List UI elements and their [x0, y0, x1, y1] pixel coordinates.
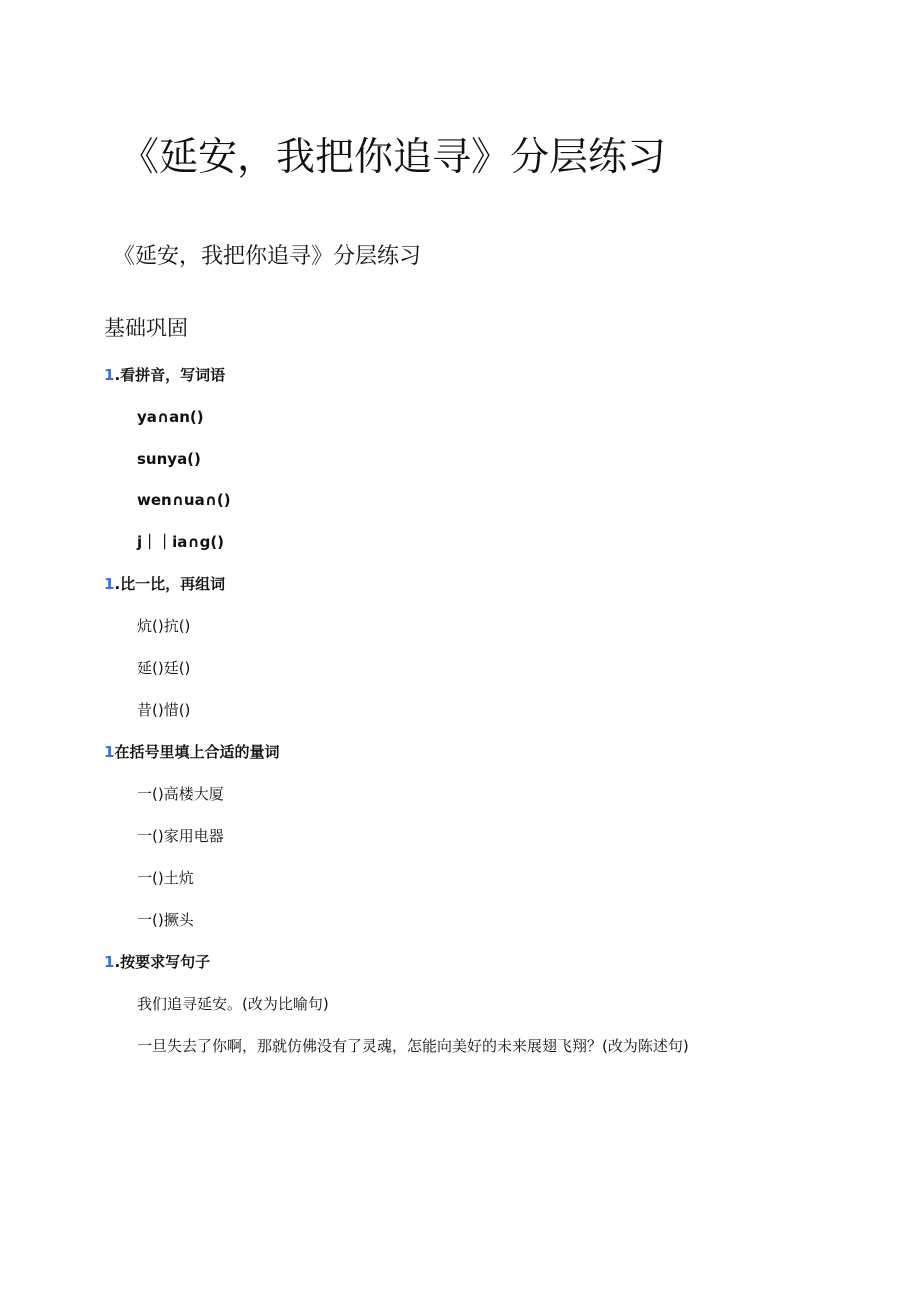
question-text: .按要求写句子 [114, 953, 211, 971]
question-2-heading [104, 572, 225, 596]
question-4-item: 一旦失去了你啊，那就仿佛没有了灵魂，怎能向美好的未来展翅飞翔？(改为陈述句) [137, 1037, 689, 1055]
question-1-item: j｜｜ia∩g() [137, 533, 225, 551]
question-text: 在括号里填上合适的量词 [114, 743, 280, 761]
question-2-item: 炕()抗() [137, 617, 191, 635]
question-2-item: 昔()惜() [137, 701, 191, 719]
question-text: .看拼音，写词语 [114, 366, 226, 384]
main-title: 《延安，我把你追寻》分层练习 [120, 135, 667, 180]
question-text: .比一比，再组词 [114, 575, 226, 593]
question-3-item: 一()高楼大厦 [137, 785, 224, 803]
question-3-item: 一()家用电器 [137, 827, 224, 845]
question-4-item: 我们追寻延安。(改为比喻句) [137, 995, 329, 1013]
question-3-heading [104, 740, 279, 764]
question-1-item: wen∩ua∩() [137, 491, 231, 509]
sub-title: 《延安，我把你追寻》分层练习 [113, 244, 422, 269]
question-1-heading [104, 363, 225, 387]
section-title: 基础巩固 [104, 316, 188, 340]
question-3-item: 一()撅头 [137, 911, 194, 929]
question-1-item: ya∩an() [137, 408, 204, 426]
question-number: 1 [104, 743, 115, 761]
question-4-heading [104, 950, 210, 974]
question-number: 1 [104, 366, 115, 384]
question-2-item: 延()廷() [137, 659, 191, 677]
question-3-item: 一()土炕 [137, 869, 194, 887]
question-number: 1 [104, 953, 115, 971]
question-1-item: sunya() [137, 450, 201, 468]
question-number: 1 [104, 575, 115, 593]
